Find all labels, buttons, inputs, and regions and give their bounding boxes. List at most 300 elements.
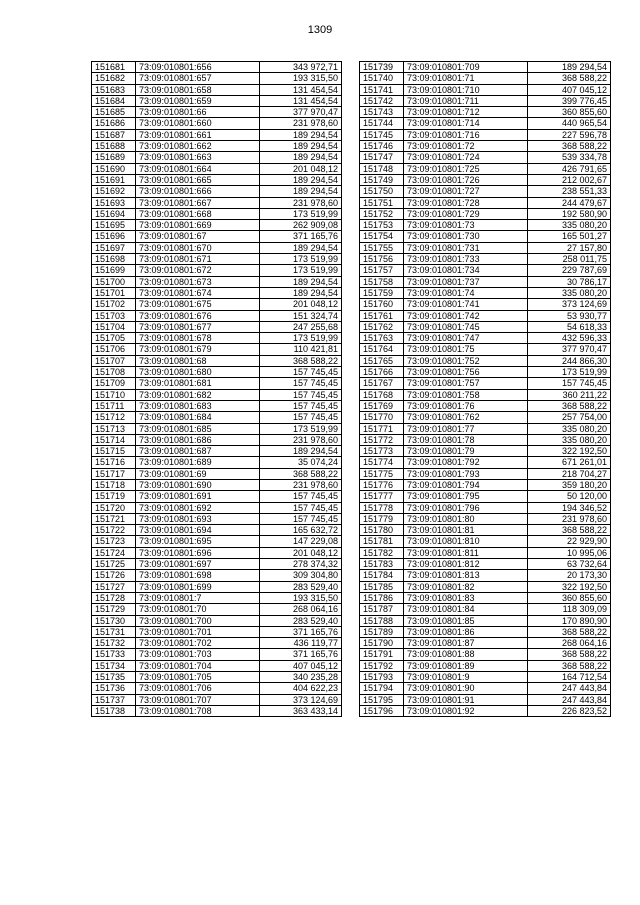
record-number-cell: 151738 <box>92 705 136 716</box>
value-cell: 238 551,33 <box>528 186 611 197</box>
cadastral-number-cell: 73:09:010801:78 <box>404 434 528 445</box>
table-row <box>360 592 611 603</box>
table-row <box>360 129 611 140</box>
record-number-cell: 151779 <box>360 513 404 524</box>
cadastral-number-cell: 73:09:010801:762 <box>404 412 528 423</box>
table-row <box>360 118 611 129</box>
record-number-cell: 151753 <box>360 220 404 231</box>
value-cell: 283 529,40 <box>260 581 342 592</box>
value-cell: 371 165,76 <box>260 626 342 637</box>
value-cell: 151 324,74 <box>260 310 342 321</box>
value-cell: 671 261,01 <box>528 457 611 468</box>
table-row <box>360 73 611 84</box>
value-cell: 436 119,77 <box>260 638 342 649</box>
record-number-cell: 151789 <box>360 626 404 637</box>
table-row <box>92 446 342 457</box>
table-row <box>92 615 342 626</box>
cadastral-number-cell: 73:09:010801:794 <box>404 479 528 490</box>
cadastral-number-cell: 73:09:010801:708 <box>136 705 260 716</box>
table-row <box>92 95 342 106</box>
value-cell: 247 255,68 <box>260 321 342 332</box>
cadastral-number-cell: 73:09:010801:81 <box>404 525 528 536</box>
record-number-cell: 151727 <box>92 581 136 592</box>
record-number-cell: 151721 <box>92 513 136 524</box>
value-cell: 368 588,22 <box>528 649 611 660</box>
table-row <box>92 592 342 603</box>
cadastral-number-cell: 73:09:010801:683 <box>136 400 260 411</box>
cadastral-number-cell: 73:09:010801:66 <box>136 107 260 118</box>
table-row <box>92 254 342 265</box>
record-number-cell: 151685 <box>92 107 136 118</box>
value-cell: 157 745,45 <box>260 412 342 423</box>
value-cell: 173 519,99 <box>260 265 342 276</box>
cadastral-number-cell: 73:09:010801:737 <box>404 276 528 287</box>
value-cell: 368 588,22 <box>528 73 611 84</box>
record-number-cell: 151696 <box>92 231 136 242</box>
value-cell: 399 776,45 <box>528 95 611 106</box>
record-number-cell: 151774 <box>360 457 404 468</box>
record-number-cell: 151775 <box>360 468 404 479</box>
record-number-cell: 151783 <box>360 559 404 570</box>
record-number-cell: 151764 <box>360 344 404 355</box>
record-number-cell: 151769 <box>360 400 404 411</box>
value-cell: 244 866,30 <box>528 355 611 366</box>
value-cell: 63 732,64 <box>528 559 611 570</box>
cadastral-number-cell: 73:09:010801:67 <box>136 231 260 242</box>
cadastral-number-cell: 73:09:010801:666 <box>136 186 260 197</box>
table-row <box>92 660 342 671</box>
cadastral-number-cell: 73:09:010801:661 <box>136 129 260 140</box>
value-cell: 201 048,12 <box>260 299 342 310</box>
record-number-cell: 151786 <box>360 592 404 603</box>
value-cell: 440 965,54 <box>528 118 611 129</box>
page-number: 1309 <box>307 24 333 36</box>
value-cell: 231 978,60 <box>260 197 342 208</box>
table-row <box>92 502 342 513</box>
cadastral-number-cell: 73:09:010801:690 <box>136 479 260 490</box>
value-cell: 27 157,80 <box>528 242 611 253</box>
record-number-cell: 151700 <box>92 276 136 287</box>
value-cell: 247 443,84 <box>528 694 611 705</box>
table-row <box>92 705 342 716</box>
table-row <box>360 468 611 479</box>
table-row <box>92 378 342 389</box>
value-cell: 212 002,67 <box>528 174 611 185</box>
table-row <box>360 638 611 649</box>
record-number-cell: 151733 <box>92 649 136 660</box>
table-row <box>360 163 611 174</box>
cadastral-number-cell: 73:09:010801:75 <box>404 344 528 355</box>
cadastral-number-cell: 73:09:010801:660 <box>136 118 260 129</box>
cadastral-number-cell: 73:09:010801:74 <box>404 287 528 298</box>
table-row <box>360 570 611 581</box>
record-number-cell: 151732 <box>92 638 136 649</box>
value-cell: 335 080,20 <box>528 434 611 445</box>
table-row <box>360 446 611 457</box>
table-row <box>360 107 611 118</box>
record-number-cell: 151729 <box>92 604 136 615</box>
value-cell: 218 704,27 <box>528 468 611 479</box>
record-number-cell: 151781 <box>360 536 404 547</box>
record-number-cell: 151712 <box>92 412 136 423</box>
value-cell: 340 235,28 <box>260 672 342 683</box>
cadastral-number-cell: 73:09:010801:730 <box>404 231 528 242</box>
value-cell: 373 124,69 <box>260 694 342 705</box>
value-cell: 157 745,45 <box>260 400 342 411</box>
table-row <box>360 378 611 389</box>
table-row <box>92 434 342 445</box>
value-cell: 157 745,45 <box>260 502 342 513</box>
cadastral-number-cell: 73:09:010801:685 <box>136 423 260 434</box>
table-row <box>92 457 342 468</box>
value-cell: 268 064,16 <box>528 638 611 649</box>
table-row <box>92 84 342 95</box>
table-row <box>92 141 342 152</box>
value-cell: 189 294,54 <box>260 276 342 287</box>
cadastral-number-cell: 73:09:010801:77 <box>404 423 528 434</box>
cadastral-number-cell: 73:09:010801:665 <box>136 174 260 185</box>
value-cell: 539 334,78 <box>528 152 611 163</box>
table-row <box>360 186 611 197</box>
value-cell: 131 454,54 <box>260 84 342 95</box>
cadastral-number-cell: 73:09:010801:84 <box>404 604 528 615</box>
value-cell: 50 120,00 <box>528 491 611 502</box>
record-number-cell: 151780 <box>360 525 404 536</box>
table-row <box>92 513 342 524</box>
record-number-cell: 151742 <box>360 95 404 106</box>
cadastral-number-cell: 73:09:010801:656 <box>136 62 260 73</box>
table-row <box>360 344 611 355</box>
record-number-cell: 151758 <box>360 276 404 287</box>
cadastral-number-cell: 73:09:010801:707 <box>136 694 260 705</box>
table-row <box>92 73 342 84</box>
record-number-cell: 151703 <box>92 310 136 321</box>
record-number-cell: 151724 <box>92 547 136 558</box>
record-number-cell: 151743 <box>360 107 404 118</box>
table-row <box>92 525 342 536</box>
value-cell: 157 745,45 <box>260 491 342 502</box>
table-row <box>360 220 611 231</box>
table-row <box>360 389 611 400</box>
table-row <box>360 95 611 106</box>
cadastral-number-cell: 73:09:010801:699 <box>136 581 260 592</box>
table-row <box>360 525 611 536</box>
value-cell: 404 622,23 <box>260 683 342 694</box>
table-row <box>92 197 342 208</box>
value-cell: 173 519,99 <box>260 423 342 434</box>
table-row <box>360 242 611 253</box>
record-number-cell: 151706 <box>92 344 136 355</box>
value-cell: 131 454,54 <box>260 95 342 106</box>
cadastral-number-cell: 73:09:010801:711 <box>404 95 528 106</box>
cadastral-number-cell: 73:09:010801:725 <box>404 163 528 174</box>
table-row <box>92 604 342 615</box>
cadastral-number-cell: 73:09:010801:686 <box>136 434 260 445</box>
value-cell: 268 064,16 <box>260 604 342 615</box>
value-cell: 229 787,69 <box>528 265 611 276</box>
record-number-cell: 151778 <box>360 502 404 513</box>
cadastral-number-cell: 73:09:010801:796 <box>404 502 528 513</box>
record-number-cell: 151791 <box>360 649 404 660</box>
record-number-cell: 151765 <box>360 355 404 366</box>
table-row <box>92 536 342 547</box>
cadastral-number-cell: 73:09:010801:810 <box>404 536 528 547</box>
record-number-cell: 151686 <box>92 118 136 129</box>
value-cell: 262 909,08 <box>260 220 342 231</box>
cadastral-number-cell: 73:09:010801:724 <box>404 152 528 163</box>
value-cell: 373 124,69 <box>528 299 611 310</box>
record-number-cell: 151749 <box>360 174 404 185</box>
record-number-cell: 151747 <box>360 152 404 163</box>
value-cell: 257 754,00 <box>528 412 611 423</box>
cadastral-number-cell: 73:09:010801:92 <box>404 705 528 716</box>
cadastral-number-cell: 73:09:010801:68 <box>136 355 260 366</box>
table-row <box>92 321 342 332</box>
cadastral-number-cell: 73:09:010801:742 <box>404 310 528 321</box>
cadastral-number-cell: 73:09:010801:670 <box>136 242 260 253</box>
table-row <box>92 186 342 197</box>
record-number-cell: 151795 <box>360 694 404 705</box>
cadastral-number-cell: 73:09:010801:672 <box>136 265 260 276</box>
cadastral-number-cell: 73:09:010801:664 <box>136 163 260 174</box>
table-row <box>92 220 342 231</box>
record-number-cell: 151785 <box>360 581 404 592</box>
value-cell: 165 632,72 <box>260 525 342 536</box>
record-number-cell: 151719 <box>92 491 136 502</box>
cadastral-number-cell: 73:09:010801:89 <box>404 660 528 671</box>
value-cell: 377 970,47 <box>528 344 611 355</box>
table-row <box>360 615 611 626</box>
value-cell: 309 304,80 <box>260 570 342 581</box>
cadastral-number-cell: 73:09:010801:710 <box>404 84 528 95</box>
value-cell: 173 519,99 <box>260 254 342 265</box>
cadastral-number-cell: 73:09:010801:675 <box>136 299 260 310</box>
record-number-cell: 151740 <box>360 73 404 84</box>
record-number-cell: 151762 <box>360 321 404 332</box>
record-number-cell: 151682 <box>92 73 136 84</box>
record-number-cell: 151710 <box>92 389 136 400</box>
cadastral-number-cell: 73:09:010801:705 <box>136 672 260 683</box>
record-number-cell: 151756 <box>360 254 404 265</box>
record-number-cell: 151726 <box>92 570 136 581</box>
table-row <box>360 231 611 242</box>
table-row <box>92 570 342 581</box>
table-row <box>92 287 342 298</box>
value-cell: 110 421,81 <box>260 344 342 355</box>
cadastral-number-cell: 73:09:010801:729 <box>404 208 528 219</box>
record-number-cell: 151763 <box>360 333 404 344</box>
value-cell: 189 294,54 <box>260 141 342 152</box>
cadastral-number-cell: 73:09:010801:813 <box>404 570 528 581</box>
cadastral-number-cell: 73:09:010801:728 <box>404 197 528 208</box>
value-cell: 118 309,09 <box>528 604 611 615</box>
value-cell: 157 745,45 <box>260 367 342 378</box>
cadastral-number-cell: 73:09:010801:700 <box>136 615 260 626</box>
cadastral-number-cell: 73:09:010801:69 <box>136 468 260 479</box>
value-cell: 335 080,20 <box>528 287 611 298</box>
right-table-body <box>360 62 611 717</box>
record-number-cell: 151748 <box>360 163 404 174</box>
table-row <box>360 479 611 490</box>
value-cell: 173 519,99 <box>260 333 342 344</box>
value-cell: 53 930,77 <box>528 310 611 321</box>
table-row <box>360 276 611 287</box>
record-number-cell: 151741 <box>360 84 404 95</box>
record-number-cell: 151728 <box>92 592 136 603</box>
cadastral-number-cell: 73:09:010801:681 <box>136 378 260 389</box>
table-row <box>92 683 342 694</box>
record-number-cell: 151767 <box>360 378 404 389</box>
value-cell: 189 294,54 <box>260 174 342 185</box>
value-cell: 170 890,90 <box>528 615 611 626</box>
record-number-cell: 151787 <box>360 604 404 615</box>
value-cell: 189 294,54 <box>528 62 611 73</box>
cadastral-number-cell: 73:09:010801:658 <box>136 84 260 95</box>
record-number-cell: 151683 <box>92 84 136 95</box>
table-row <box>360 559 611 570</box>
record-number-cell: 151698 <box>92 254 136 265</box>
table-row <box>92 107 342 118</box>
value-cell: 192 580,90 <box>528 208 611 219</box>
cadastral-number-cell: 73:09:010801:716 <box>404 129 528 140</box>
cadastral-number-cell: 73:09:010801:70 <box>136 604 260 615</box>
cadastral-number-cell: 73:09:010801:747 <box>404 333 528 344</box>
table-row <box>360 649 611 660</box>
record-number-cell: 151720 <box>92 502 136 513</box>
value-cell: 165 501,27 <box>528 231 611 242</box>
value-cell: 360 855,60 <box>528 592 611 603</box>
cadastral-number-cell: 73:09:010801:662 <box>136 141 260 152</box>
cadastral-number-cell: 73:09:010801:669 <box>136 220 260 231</box>
record-number-cell: 151752 <box>360 208 404 219</box>
record-number-cell: 151708 <box>92 367 136 378</box>
record-number-cell: 151766 <box>360 367 404 378</box>
value-cell: 335 080,20 <box>528 423 611 434</box>
table-row <box>92 468 342 479</box>
record-number-cell: 151684 <box>92 95 136 106</box>
table-row <box>92 389 342 400</box>
right-cadastral-table <box>359 61 611 717</box>
value-cell: 157 745,45 <box>260 389 342 400</box>
table-row <box>360 604 611 615</box>
table-row <box>92 412 342 423</box>
table-row <box>92 649 342 660</box>
value-cell: 157 745,45 <box>260 513 342 524</box>
cadastral-number-cell: 73:09:010801:676 <box>136 310 260 321</box>
value-cell: 231 978,60 <box>528 513 611 524</box>
record-number-cell: 151792 <box>360 660 404 671</box>
record-number-cell: 151699 <box>92 265 136 276</box>
cadastral-number-cell: 73:09:010801:657 <box>136 73 260 84</box>
table-row <box>360 62 611 73</box>
cadastral-number-cell: 73:09:010801:663 <box>136 152 260 163</box>
record-number-cell: 151701 <box>92 287 136 298</box>
table-row <box>92 265 342 276</box>
record-number-cell: 151695 <box>92 220 136 231</box>
record-number-cell: 151794 <box>360 683 404 694</box>
cadastral-number-cell: 73:09:010801:73 <box>404 220 528 231</box>
cadastral-number-cell: 73:09:010801:82 <box>404 581 528 592</box>
record-number-cell: 151790 <box>360 638 404 649</box>
table-row <box>360 547 611 558</box>
record-number-cell: 151773 <box>360 446 404 457</box>
table-row <box>92 310 342 321</box>
record-number-cell: 151760 <box>360 299 404 310</box>
record-number-cell: 151725 <box>92 559 136 570</box>
table-row <box>92 344 342 355</box>
record-number-cell: 151734 <box>92 660 136 671</box>
table-row <box>92 581 342 592</box>
record-number-cell: 151757 <box>360 265 404 276</box>
cadastral-number-cell: 73:09:010801:667 <box>136 197 260 208</box>
cadastral-number-cell: 73:09:010801:79 <box>404 446 528 457</box>
table-row <box>92 547 342 558</box>
value-cell: 173 519,99 <box>528 367 611 378</box>
table-row <box>360 355 611 366</box>
value-cell: 283 529,40 <box>260 615 342 626</box>
cadastral-number-cell: 73:09:010801:668 <box>136 208 260 219</box>
record-number-cell: 151761 <box>360 310 404 321</box>
value-cell: 371 165,76 <box>260 649 342 660</box>
cadastral-number-cell: 73:09:010801:741 <box>404 299 528 310</box>
cadastral-number-cell: 73:09:010801:673 <box>136 276 260 287</box>
cadastral-number-cell: 73:09:010801:80 <box>404 513 528 524</box>
cadastral-number-cell: 73:09:010801:731 <box>404 242 528 253</box>
table-row <box>360 412 611 423</box>
record-number-cell: 151711 <box>92 400 136 411</box>
table-row <box>360 84 611 95</box>
table-row <box>92 231 342 242</box>
cadastral-number-cell: 73:09:010801:88 <box>404 649 528 660</box>
value-cell: 359 180,20 <box>528 479 611 490</box>
record-number-cell: 151717 <box>92 468 136 479</box>
cadastral-number-cell: 73:09:010801:702 <box>136 638 260 649</box>
record-number-cell: 151697 <box>92 242 136 253</box>
table-row <box>360 502 611 513</box>
value-cell: 189 294,54 <box>260 186 342 197</box>
table-row <box>92 242 342 253</box>
cadastral-number-cell: 73:09:010801:745 <box>404 321 528 332</box>
value-cell: 157 745,45 <box>260 378 342 389</box>
record-number-cell: 151730 <box>92 615 136 626</box>
record-number-cell: 151772 <box>360 434 404 445</box>
value-cell: 194 346,52 <box>528 502 611 513</box>
cadastral-number-cell: 73:09:010801:76 <box>404 400 528 411</box>
table-row <box>360 367 611 378</box>
value-cell: 147 229,08 <box>260 536 342 547</box>
cadastral-number-cell: 73:09:010801:659 <box>136 95 260 106</box>
value-cell: 258 011,75 <box>528 254 611 265</box>
record-number-cell: 151746 <box>360 141 404 152</box>
table-row <box>92 333 342 344</box>
cadastral-number-cell: 73:09:010801:680 <box>136 367 260 378</box>
cadastral-number-cell: 73:09:010801:687 <box>136 446 260 457</box>
cadastral-number-cell: 73:09:010801:714 <box>404 118 528 129</box>
record-number-cell: 151796 <box>360 705 404 716</box>
cadastral-number-cell: 73:09:010801:71 <box>404 73 528 84</box>
value-cell: 189 294,54 <box>260 129 342 140</box>
cadastral-number-cell: 73:09:010801:733 <box>404 254 528 265</box>
table-row <box>92 672 342 683</box>
table-row <box>92 174 342 185</box>
cadastral-number-cell: 73:09:010801:812 <box>404 559 528 570</box>
value-cell: 407 045,12 <box>528 84 611 95</box>
cadastral-number-cell: 73:09:010801:792 <box>404 457 528 468</box>
left-cadastral-table <box>91 61 342 717</box>
value-cell: 322 192,50 <box>528 446 611 457</box>
value-cell: 360 211,22 <box>528 389 611 400</box>
record-number-cell: 151715 <box>92 446 136 457</box>
